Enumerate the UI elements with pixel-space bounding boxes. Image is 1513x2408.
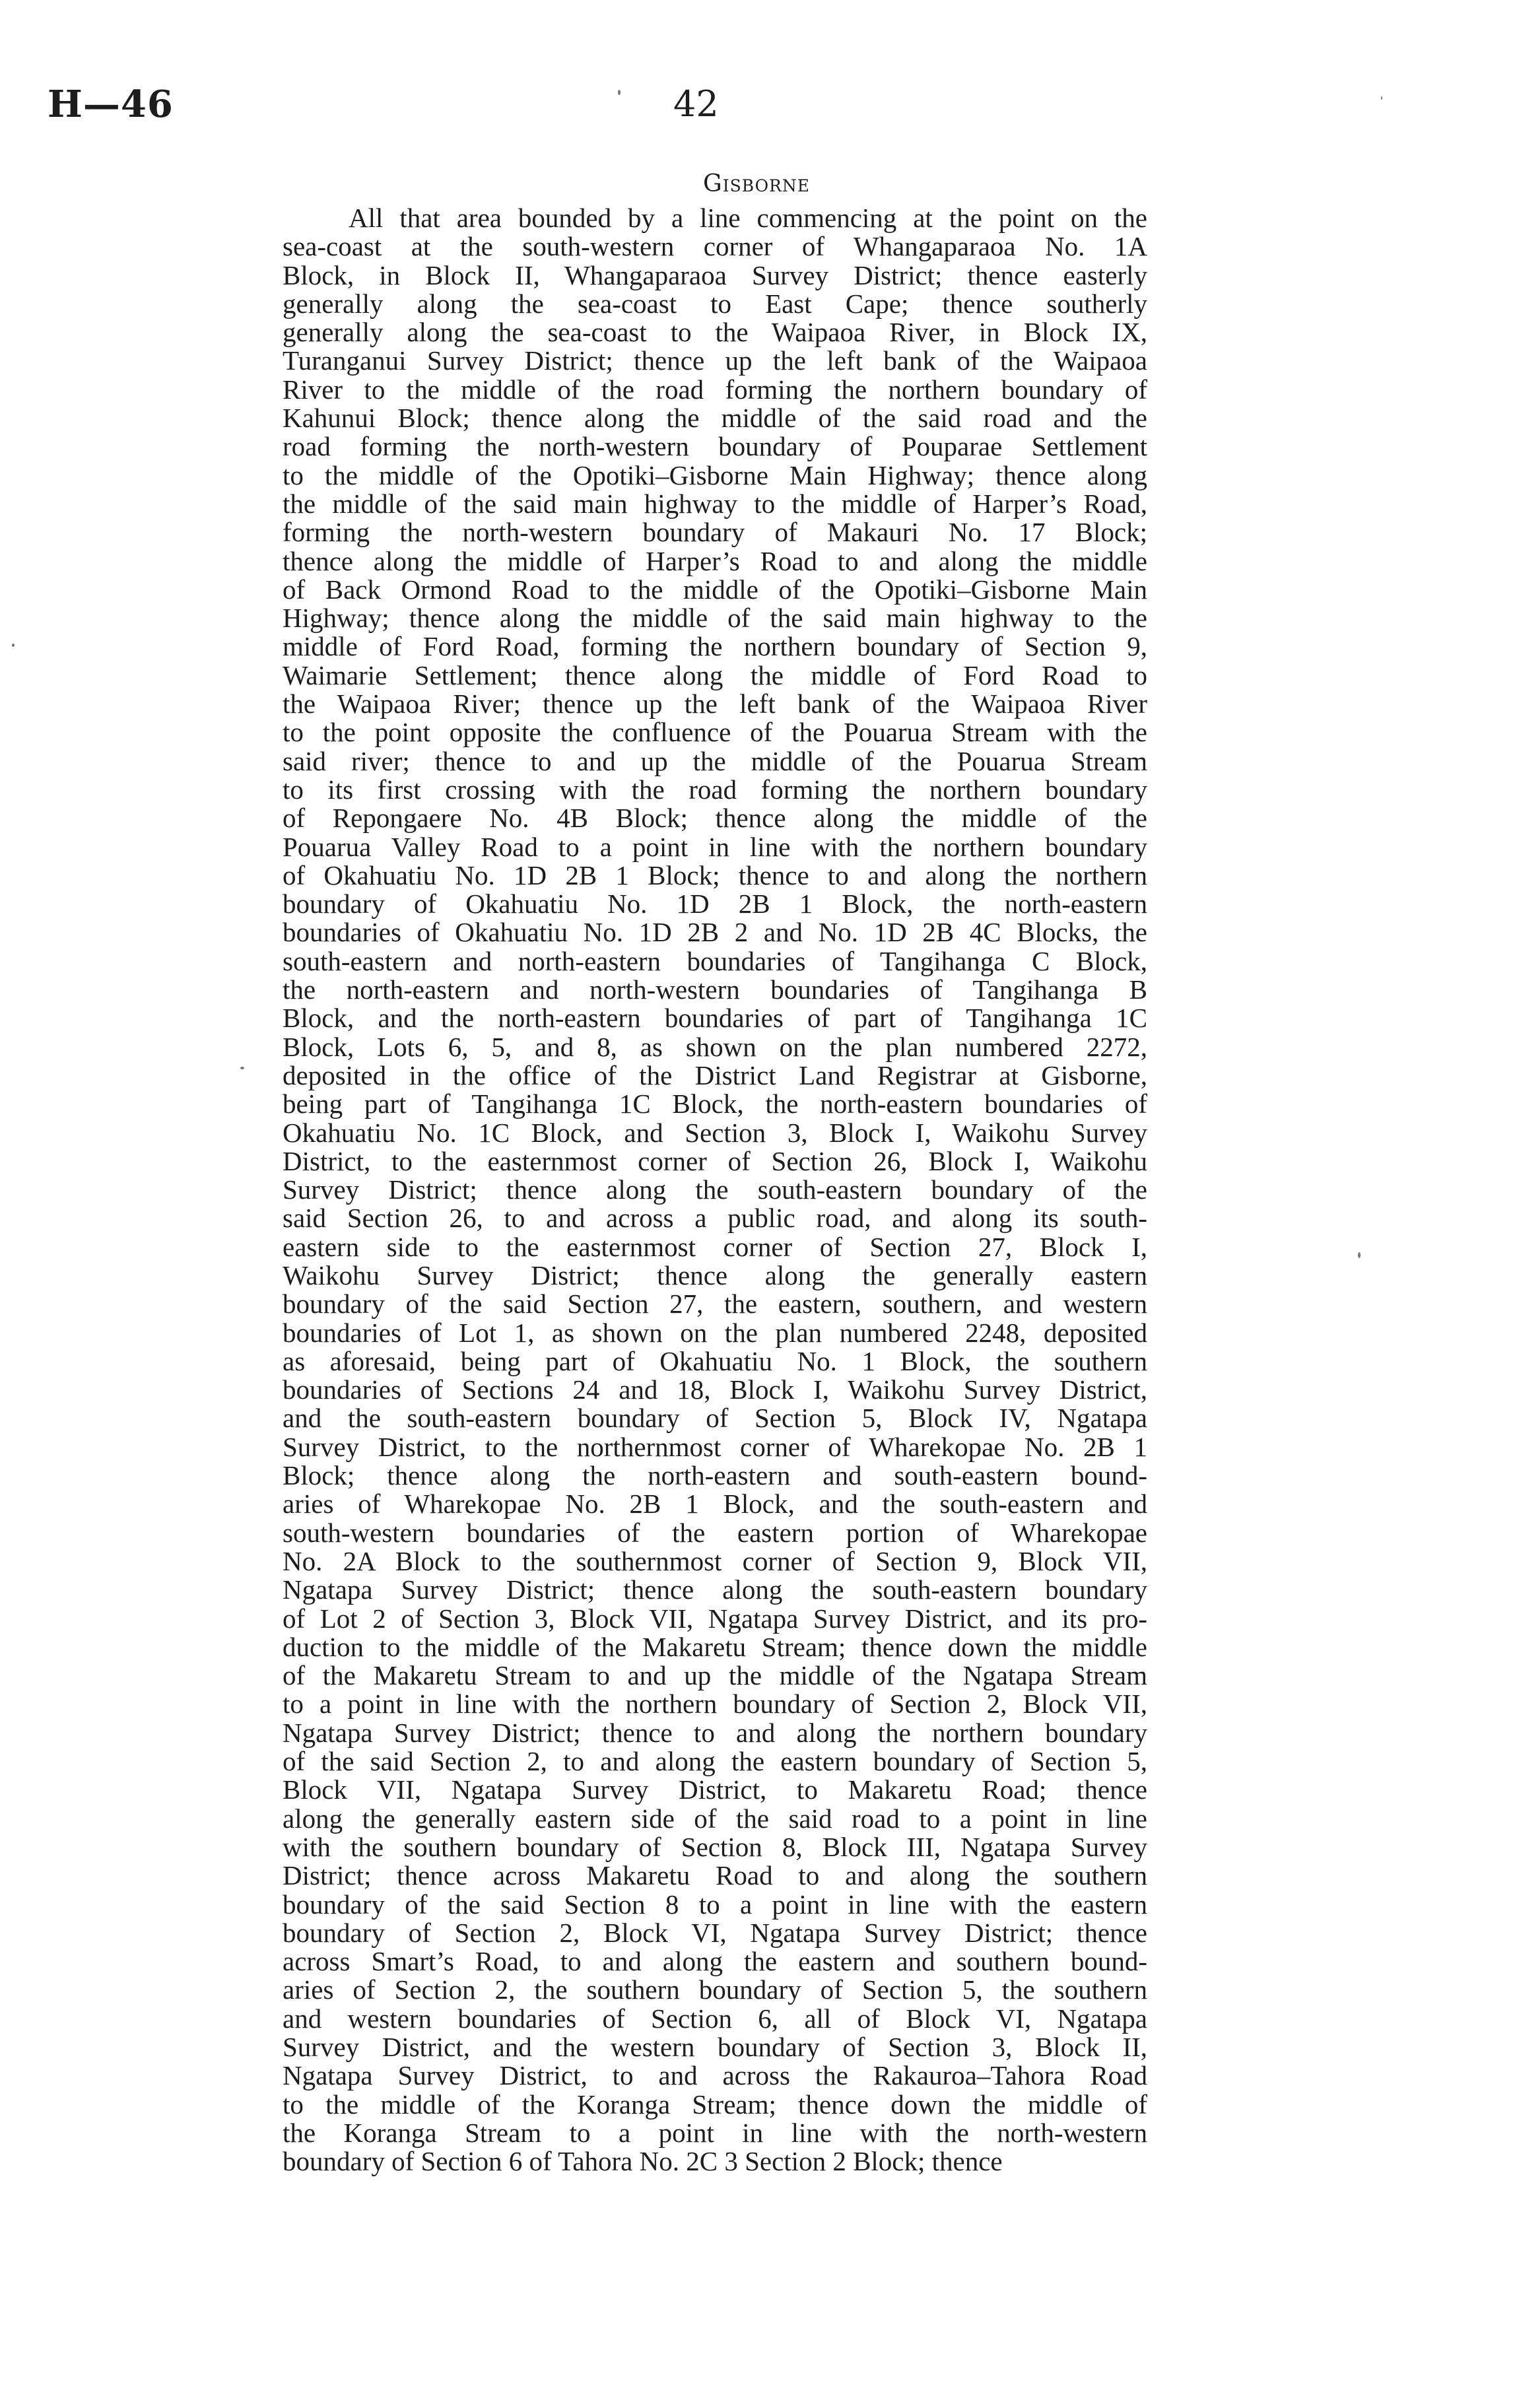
text-line: forming the north-western boundary of Makauri No. 17 Block; — [283, 517, 1147, 548]
section-heading: Gisborne — [702, 170, 811, 197]
text-line: Block, Lots 6, 5, and 8, as shown on the plan numbered 2272, — [283, 1031, 1147, 1062]
text-line: boundary of Okahuatiu No. 1D 2B 1 Block, the north-eastern — [283, 888, 1147, 920]
text-line: and western boundaries of Section 6, all of Block VI, Ngatapa — [283, 2003, 1147, 2034]
text-line: Ngatapa Survey District, to and across the Rakauroa–Tahora Road — [283, 2060, 1147, 2091]
text-line: Pouarua Valley Road to a point in line with the northern boundary — [283, 831, 1147, 862]
text-line: boundary of Section 2, Block VI, Ngatapa Survey District; thence — [283, 1917, 1147, 1948]
text-line: aries of Wharekopae No. 2B 1 Block, and the south-eastern and — [283, 1488, 1147, 1520]
text-line: Kahunui Block; thence along the middle of the said road and the — [283, 403, 1147, 434]
text-line: of Okahuatiu No. 1D 2B 1 Block; thence to and along the northern — [283, 859, 1147, 890]
text-line: eastern side to the easternmost corner of Section 27, Block I, — [283, 1231, 1147, 1262]
scan-speck — [1381, 96, 1382, 100]
text-line: Okahuatiu No. 1C Block, and Section 3, Block I, Waikohu Survey — [283, 1117, 1147, 1148]
text-line: Survey District, and the western boundary of Section 3, Block II, — [283, 2032, 1147, 2062]
boundary-description — [283, 204, 1147, 2176]
text-line: Waikohu Survey District; thence along the generally eastern — [283, 1259, 1147, 1290]
text-line: south-eastern and north-eastern boundaries of Tangihanga C Block, — [283, 945, 1147, 976]
scan-speck — [1358, 1252, 1361, 1258]
text-line: being part of Tangihanga 1C Block, the north-eastern boundaries of — [283, 1088, 1147, 1120]
text-line: Block VII, Ngatapa Survey District, to Makaretu Road; thence — [283, 1774, 1147, 1805]
text-line: to the point opposite the confluence of the Pouarua Stream with the — [283, 717, 1147, 748]
scan-speck — [240, 1067, 244, 1069]
scan-speck — [12, 644, 15, 647]
text-line: thence along the middle of Harper’s Road to and along the middle — [283, 545, 1147, 576]
text-line: to its first crossing with the road forming the northern boundary — [283, 774, 1147, 805]
document-code: H—46 — [48, 83, 174, 126]
text-line: said Section 26, to and across a public road, and along its south- — [283, 1203, 1147, 1234]
text-line: All that area bounded by a line commencing at the point on the — [349, 203, 1147, 233]
page-number: 42 — [673, 83, 719, 125]
text-line: Block, and the north-eastern boundaries of part of Tangihanga 1C — [283, 1003, 1147, 1034]
text-line: to a point in line with the northern boundary of Section 2, Block VII, — [283, 1689, 1147, 1720]
text-line: Ngatapa Survey District; thence along the south-eastern boundary — [283, 1574, 1147, 1605]
text-line: Ngatapa Survey District; thence to and along the northern boundary — [283, 1717, 1147, 1748]
text-line: generally along the sea-coast to East Cape; thence southerly — [283, 288, 1147, 319]
text-line: District; thence across Makaretu Road to and along the southern — [283, 1860, 1147, 1891]
text-line: Block, in Block II, Whangaparaoa Survey District; thence easterly — [283, 259, 1147, 290]
text-line: duction to the middle of the Makaretu Stream; thence down the middle — [283, 1631, 1147, 1662]
scan-speck — [618, 90, 621, 95]
text-line: Waimarie Settlement; thence along the middle of Ford Road to — [283, 659, 1147, 690]
text-line: the middle of the said main highway to the middle of Harper’s Road, — [283, 488, 1147, 519]
text-line: Block; thence along the north-eastern and south-eastern bound- — [283, 1460, 1147, 1491]
text-line: the north-eastern and north-western boundaries of Tangihanga B — [283, 974, 1147, 1005]
text-line: of the said Section 2, to and along the eastern boundary of Section 5, — [283, 1746, 1147, 1777]
text-line: District, to the easternmost corner of Section 26, Block I, Waikohu — [283, 1145, 1147, 1176]
text-line: across Smart’s Road, to and along the eastern and southern bound- — [283, 1946, 1147, 1977]
text-line: aries of Section 2, the southern boundary of Section 5, the southern — [283, 1974, 1147, 2005]
text-line: boundaries of Sections 24 and 18, Block I, Waikohu Survey District, — [283, 1374, 1147, 1405]
page-header — [0, 78, 1513, 131]
text-line: Survey District, to the northernmost corner of Wharekopae No. 2B 1 — [283, 1431, 1147, 1462]
text-line: along the generally eastern side of the said road to a point in line — [283, 1803, 1147, 1834]
text-line: of Repongaere No. 4B Block; thence along the middle of the — [283, 803, 1147, 834]
text-line: of Lot 2 of Section 3, Block VII, Ngatapa Survey District, and its pro- — [283, 1603, 1147, 1634]
text-line: road forming the north-western boundary of Pouparae Settlement — [283, 431, 1147, 462]
text-line: generally along the sea-coast to the Waipaoa River, in Block IX, — [283, 317, 1147, 348]
text-line: boundaries of Lot 1, as shown on the plan numbered 2248, deposited — [283, 1317, 1147, 1348]
text-line: Turanganui Survey District; thence up the left bank of the Waipaoa — [283, 345, 1147, 376]
text-line: boundary of the said Section 27, the eastern, southern, and western — [283, 1288, 1147, 1320]
text-line: the Waipaoa River; thence up the left bank of the Waipaoa River — [283, 688, 1147, 719]
text-line: with the southern boundary of Section 8, Block III, Ngatapa Survey — [283, 1831, 1147, 1862]
text-line: No. 2A Block to the southernmost corner of Section 9, Block VII, — [283, 1545, 1147, 1576]
text-line: of Back Ormond Road to the middle of the Opotiki–Gisborne Main — [283, 574, 1147, 605]
text-line: the Koranga Stream to a point in line with the north-western — [283, 2117, 1147, 2148]
text-line: as aforesaid, being part of Okahuatiu No. 1 Block, the southern — [283, 1345, 1147, 1376]
text-line: deposited in the office of the District Land Registrar at Gisborne, — [283, 1059, 1147, 1090]
text-line: to the middle of the Koranga Stream; thence down the middle of — [283, 2089, 1147, 2120]
text-line: boundaries of Okahuatiu No. 1D 2B 2 and No. 1D 2B 4C Blocks, the — [283, 917, 1147, 948]
text-line: south-western boundaries of the eastern portion of Wharekopae — [283, 1517, 1147, 1548]
text-line: and the south-eastern boundary of Section 5, Block IV, Ngatapa — [283, 1403, 1147, 1434]
text-line: middle of Ford Road, forming the northern boundary of Section 9, — [283, 631, 1147, 662]
text-line: boundary of Section 6 of Tahora No. 2C 3 Section 2 Block; thence — [283, 2146, 1003, 2177]
text-line: boundary of the said Section 8 to a point in line with the eastern — [283, 1889, 1147, 1920]
text-line: River to the middle of the road forming the northern boundary of — [283, 374, 1147, 405]
text-line: Survey District; thence along the south-eastern boundary of the — [283, 1174, 1147, 1205]
text-line: of the Makaretu Stream to and up the middle of the Ngatapa Stream — [283, 1660, 1147, 1691]
text-line: said river; thence to and up the middle of the Pouarua Stream — [283, 745, 1147, 776]
text-line: Highway; thence along the middle of the said main highway to the — [283, 603, 1147, 634]
text-line: to the middle of the Opotiki–Gisborne Main Highway; thence along — [283, 459, 1147, 490]
text-line: sea-coast at the south-western corner of Whangaparaoa No. 1A — [283, 231, 1147, 262]
